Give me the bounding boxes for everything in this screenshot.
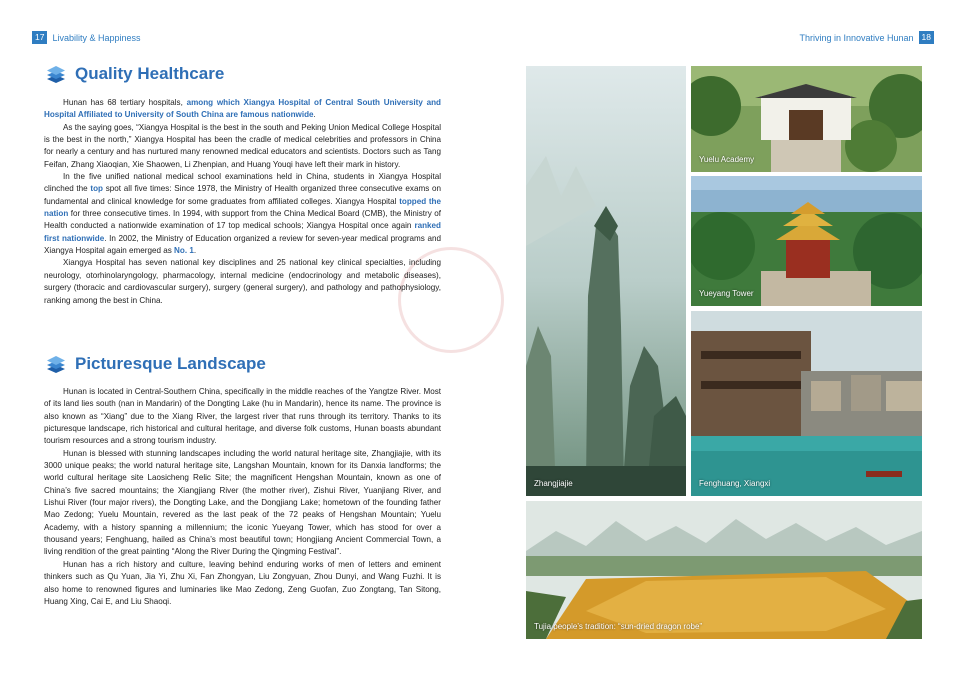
photo-tujia-tradition [526,501,922,639]
highlight-text: No. 1 [174,246,194,256]
highlight-text: top [90,184,104,194]
landscape-paragraph: Hunan has a rich history and culture, leaving behind enduring works of men of letters and eminent thinkers such as Qu Yuan, Jia Yi, Zhu Xi, Fan Zhongyan, Liu Zongyuan, Zhou Dunyi, and Wang Fuzhi. It is also home to renowned figures and luminaries like Mao Zedong, Zeng Guofan, Zuo Zongtang, Tan Sitong, Huang Xing, Cai E, and Liu Shaoqi. [44,559,441,606]
text-run: In the five unified national medical school examinations held in China, students in Xiangya Hospital clinched the [44,172,441,194]
landscape-paragraph: Hunan is located in Central-Southern China, specifically in the middle reaches of the Yangtze River. Most of its land lies south (nan in Mandarin) of the Dongting Lake (hu in Mandarin), hence its name. The province is also known as “Xiang” due to the Xiang River, the largest river that runs through its territory. Thanks to its picturesque landscape, rich historical and cultural heritage, and diverse folk customs, Hunan boasts abundant tourism resources and a strong tourism industry. [44,387,441,446]
healthcare-title: Quality Healthcare [75,64,225,83]
healthcare-paragraph: Xiangya Hospital has seven national key disciplines and 25 national key clinical specialties, including neurology, otorhinolaryngology, pharmacology, internal medicine (endocrinology and metabolic diseases), surgery (thoracic and cardiovascular surgery), surgery (general surgery), and pathology and pathophysiology, ranking among the best in China. [44,258,441,305]
healthcare-paragraph [44,171,441,257]
right-page-number: 18 [919,31,934,44]
photo-zhangjiajie [526,66,686,496]
highlight-text: among which Xiangya Hospital of Central South University and Hospital Affiliated to University of South China are famous nationwide [44,98,442,120]
photo-yuelu-academy [691,66,922,172]
left-page-header [32,31,141,44]
text-run: . [193,246,197,256]
right-header-title: Thriving in Innovative Hunan [799,32,914,43]
left-page-number: 17 [32,31,47,44]
healthcare-paragraph [44,97,441,122]
healthcare-section-title [46,64,224,84]
highlight-text: topped the nation [44,196,441,219]
layers-icon [46,64,66,84]
highlight-text: ranked first nationwide [44,221,441,243]
text-run: . In 2002, the Ministry of Education organized a review for seven-year medical programs and Xiangya Hospital again emerged as [44,233,441,256]
photo-caption: Fenghuang, Xiangxi [699,479,771,488]
layers-icon [46,354,66,374]
photo-yueyang-tower [691,176,922,306]
photo-fenghuang [691,311,922,496]
landscape-section-title [46,354,266,374]
healthcare-paragraph: As the saying goes, “Xiangya Hospital is the best in the south and Peking Union Medical College Hospital is the best in the north,” Xiangya Hospital has been the cradle of medical celebrities and professors in China for nearly a century and has nurtured many renowned medical educators and scientists. Doctors such as Tang Feifan, Zhang Xiaoqian, Xie Shaowen, Li Zhenpian, and Huang Youqi have left their mark in history. [44,122,441,169]
photo-caption: Yuelu Academy [699,155,755,164]
left-header-title: Livability & Happiness [52,32,141,43]
photo-caption: Yueyang Tower [699,289,754,298]
landscape-title: Picturesque Landscape [75,354,266,373]
photo-caption: Tujia people’s tradition: “sun-dried dragon robe” [534,622,703,631]
text-run: Hunan has 68 tertiary hospitals, [63,98,187,107]
landscape-paragraph: Hunan is blessed with stunning landscapes including the world natural heritage site, Zhangjiajie, with its 3000 unique peaks; the world natural heritage site, Langshan Mountain, known for its Danxia landforms; the world cultural heritage site Laosicheng Relic Site; the magnificent Hengshan Mountain, known as one of China’s five sacred mountains; the Xiangjiang River (the mother river), Zishui River, Yuanjiang River, and Lishui River (four major rivers), the Dongting Lake, and the Dongjiang Lake; hometown of the founding father Mao Zedong; Yuelu Mountain, revered as the last peak of the 72 peaks of Hengshan Mountain; Yuelu Academy, with a history spanning a millennium; the iconic Yueyang Tower, which has stood for over a thousand years; Fenghuang, hailed as China’s most beautiful town; Hongjiang Ancient Commercial Town, a living rendition of the great painting “Along the River During the Qingming Festival”. [44,448,441,557]
photo-caption: Zhangjiajie [534,479,573,488]
text-run: for three consecutive times. In 1994, with support from the China Medical Board (CMB), the Ministry of Health conducted a nationwide examination of 17 top medical schools; Xiangya Hospital once again [44,209,441,231]
text-run: . [313,110,316,120]
text-run: spot all five times: Since 1978, the Ministry of Health organized three consecutive exams on fundamental and clinical knowledge for some graduates from affiliated colleges. Xiangya Hospital [44,184,441,206]
healthcare-body [44,97,441,307]
right-page-header [799,31,934,44]
landscape-body [44,386,441,608]
